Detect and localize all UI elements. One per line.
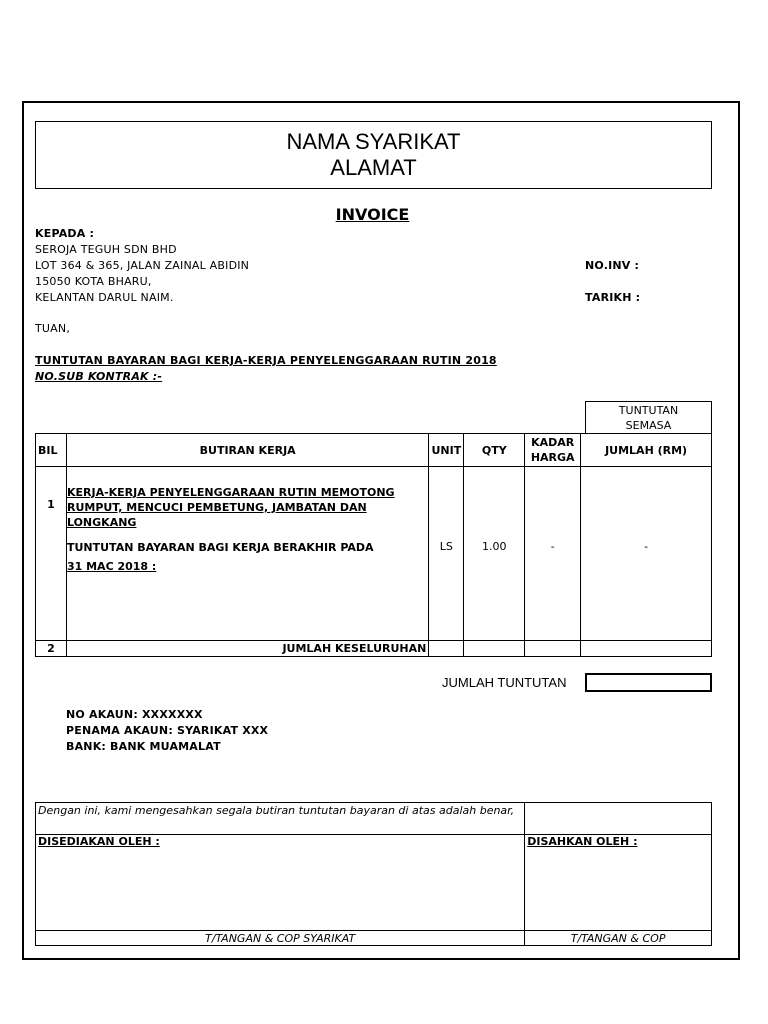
row-desc-main: KERJA-KERJA PENYELENGGARAAN RUTIN MEMOTONG RUMPUT, MENCUCI PEMBETUNG, JAMBATAN DAN LONGKANG bbox=[66, 486, 395, 529]
row-desc-claim: TUNTUTAN BAYARAN BAGI KERJA BERAKHIR PADA bbox=[66, 541, 374, 554]
total-row-unit bbox=[429, 641, 464, 657]
account-number: NO AKAUN: XXXXXXX bbox=[66, 708, 203, 721]
tuntutan-semasa-header bbox=[585, 401, 712, 434]
confirmation-statement: Dengan ini, kami mengesahkan segala butiran tuntutan bayaran di atas adalah benar, bbox=[36, 803, 525, 835]
row-kadar: - bbox=[525, 467, 581, 641]
recipient-line: LOT 364 & 365, JALAN ZAINAL ABIDIN bbox=[35, 259, 250, 272]
bank-name: BANK: BANK MUAMALAT bbox=[66, 740, 221, 753]
left-signature-footer: T/TANGAN & COP SYARIKAT bbox=[36, 931, 525, 946]
total-row-jumlah bbox=[581, 641, 712, 657]
signature-table bbox=[35, 802, 712, 946]
table-row bbox=[36, 467, 712, 641]
table-header-row bbox=[36, 434, 712, 467]
right-signature-footer: T/TANGAN & COP bbox=[525, 931, 712, 946]
salutation: TUAN, bbox=[35, 322, 71, 335]
recipient-label: KEPADA : bbox=[35, 227, 95, 240]
recipient-line: KELANTAN DARUL NAIM. bbox=[35, 291, 174, 304]
subject-line: TUNTUTAN BAYARAN BAGI KERJA-KERJA PENYELENGGARAAN RUTIN 2018 bbox=[35, 354, 497, 367]
total-row-bil: 2 bbox=[36, 641, 67, 657]
recipient-line: 15050 KOTA BHARU, bbox=[35, 275, 152, 288]
approved-by: DISAHKAN OLEH : bbox=[525, 835, 712, 931]
invoice-number-label: NO.INV : bbox=[585, 259, 640, 272]
row-description bbox=[66, 467, 428, 641]
account-name: PENAMA AKAUN: SYARIKAT XXX bbox=[66, 724, 269, 737]
invoice-title: INVOICE bbox=[335, 205, 410, 224]
header-bil: BIL bbox=[36, 434, 67, 467]
header-jumlah: JUMLAH (RM) bbox=[581, 434, 712, 467]
row-desc-date: 31 MAC 2018 : bbox=[66, 560, 157, 573]
recipient-line: SEROJA TEGUH SDN BHD bbox=[35, 243, 177, 256]
company-address: ALAMAT bbox=[330, 155, 417, 180]
row-unit: LS bbox=[429, 467, 464, 641]
company-header bbox=[35, 121, 712, 189]
total-row-kadar bbox=[525, 641, 581, 657]
blank-cell bbox=[525, 803, 712, 835]
header-kadar: KADAR HARGA bbox=[525, 434, 581, 467]
total-row bbox=[36, 641, 712, 657]
items-table bbox=[35, 433, 712, 657]
total-row-qty bbox=[464, 641, 525, 657]
total-row-label: JUMLAH KESELURUHAN bbox=[66, 641, 428, 657]
claim-total-label: JUMLAH TUNTUTAN bbox=[442, 675, 567, 690]
row-jumlah: - bbox=[581, 467, 712, 641]
header-unit: UNIT bbox=[429, 434, 464, 467]
sub-contract-line: NO.SUB KONTRAK :- bbox=[35, 370, 163, 383]
header-qty: QTY bbox=[464, 434, 525, 467]
invoice-date-label: TARIKH : bbox=[585, 291, 641, 304]
prepared-by: DISEDIAKAN OLEH : bbox=[36, 835, 525, 931]
tuntutan-semasa-label: TUNTUTAN SEMASA bbox=[618, 404, 679, 432]
company-name: NAMA SYARIKAT bbox=[286, 129, 461, 154]
claim-total-field[interactable] bbox=[585, 673, 712, 692]
row-bil: 1 bbox=[36, 467, 67, 641]
header-butiran: BUTIRAN KERJA bbox=[66, 434, 428, 467]
row-qty: 1.00 bbox=[464, 467, 525, 641]
